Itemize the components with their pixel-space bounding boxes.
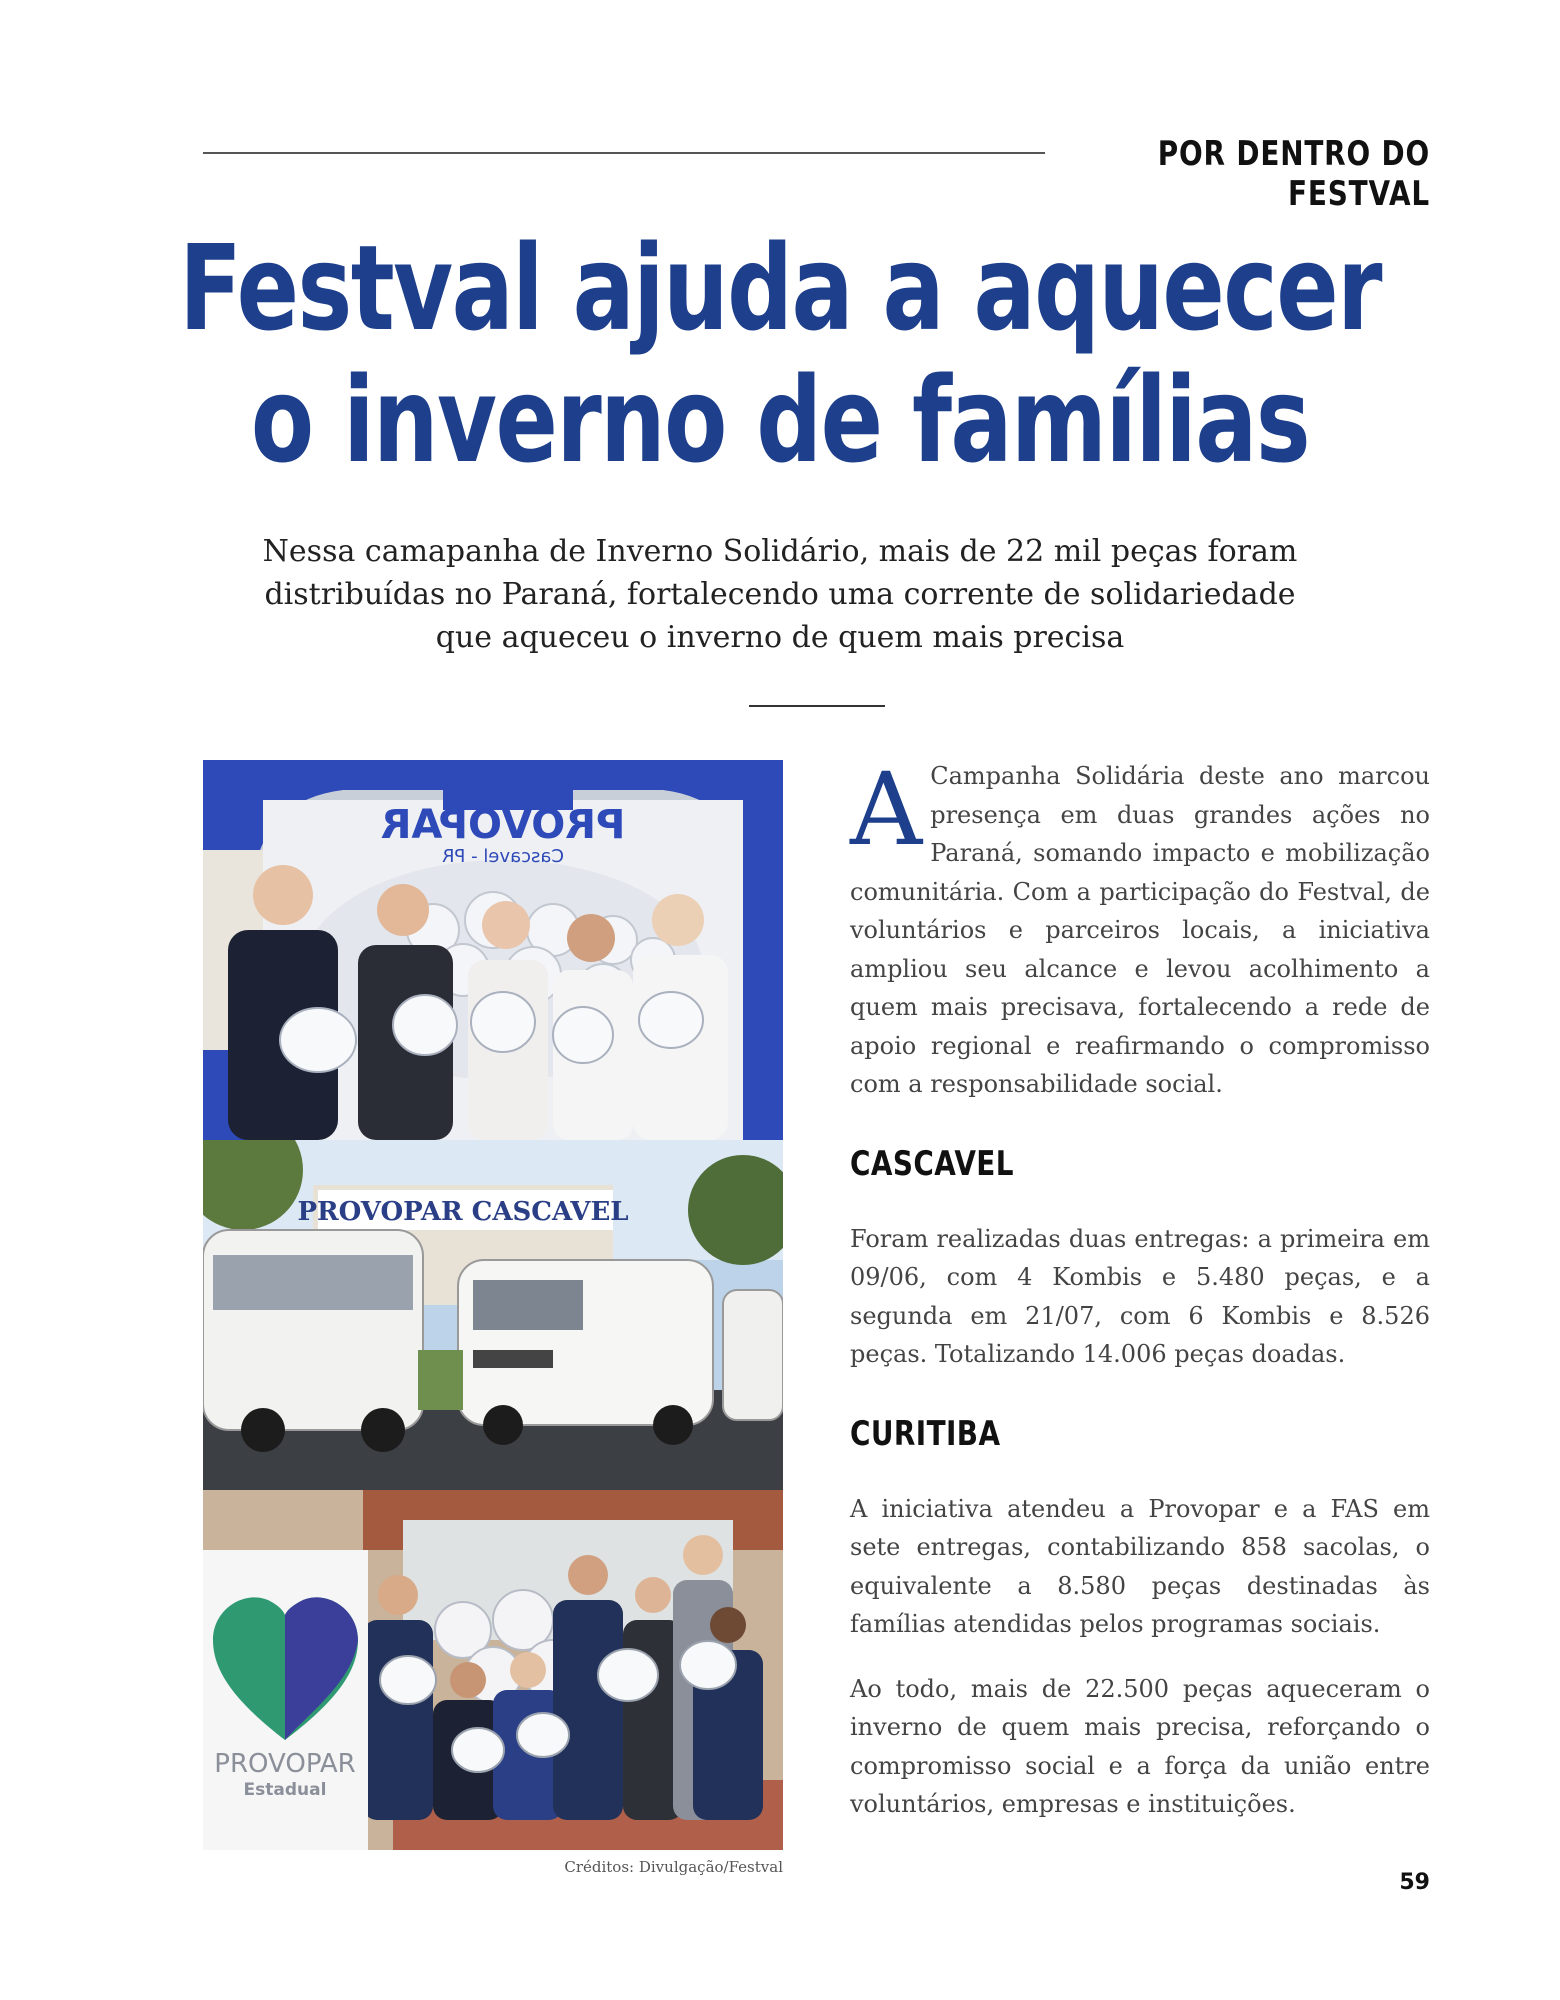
photo-credits: Créditos: Divulgação/Festval (564, 1858, 783, 1876)
photo-kombi-vans (203, 1140, 783, 1490)
intro-text: Campanha Solidária deste ano marcou presença em duas grandes ações no Paraná, somando impacto e mobilização comunitária. Com a participação do Festval, de voluntários e parceiros locais, a iniciativa ampliou seu alcance e levou acolhimento a quem mais precisava, fortalecendo a rede de apoio regional e reafirmando o compromisso com a responsabilidade social. (850, 762, 1430, 1098)
divider (749, 705, 885, 707)
headline-line-2: o inverno de famílias (250, 351, 1310, 489)
photo3-logo-text: PROVOPAR (214, 1749, 356, 1779)
section-label: POR DENTRO DO FESTVAL (1157, 134, 1430, 214)
photo-column (203, 760, 783, 1850)
subheadline (240, 530, 1320, 659)
page-number: 59 (1399, 1870, 1430, 1895)
photo3-logo-sub: Estadual (243, 1780, 327, 1800)
subhead-line-2: distribuídas no Paraná, fortalecendo uma corrente de solidariedade (264, 577, 1296, 612)
closing-paragraph: Ao todo, mais de 22.500 peças aqueceram o inverno de quem mais precisa, reforçando o compromisso social e a força da união entre voluntários, empresas e instituições. (850, 1674, 1430, 1818)
section-title-curitiba: CURITIBA (850, 1413, 1001, 1454)
photo2-sign: PROVOPAR CASCAVEL (297, 1197, 629, 1227)
section-title-cascavel: CASCAVEL (850, 1143, 1014, 1184)
section-text-cascavel: Foram realizadas duas entregas: a primeira em 09/06, com 4 Kombis e 5.480 peças, e a segunda em 21/07, com 6 Kombis e 8.526 peças. Totalizando 14.006 peças doadas. (850, 1224, 1430, 1368)
header-rule (203, 152, 1045, 154)
photo-volunteers-tent (203, 760, 783, 1140)
photo1-sign: PROVOPAR (380, 802, 626, 848)
subhead-line-3: que aqueceu o inverno de quem mais precisa (435, 620, 1125, 655)
intro-paragraph (850, 751, 1430, 1104)
article-body (850, 751, 1430, 1824)
subhead-line-1: Nessa camapanha de Inverno Solidário, mais de 22 mil peças foram (262, 534, 1298, 569)
headline (172, 219, 1389, 489)
drop-cap: A (850, 751, 923, 868)
photo1-sign-sub: Cascavel - PR (442, 846, 564, 867)
section-text-curitiba: A iniciativa atendeu a Provopar e a FAS em sete entregas, contabilizando 858 sacolas, o equivalente a 8.580 peças destinadas às famílias atendidas pelos programas sociais. (850, 1494, 1430, 1638)
photo-provopar-estadual (203, 1490, 783, 1850)
headline-line-1: Festval ajuda a aquecer (179, 219, 1381, 357)
